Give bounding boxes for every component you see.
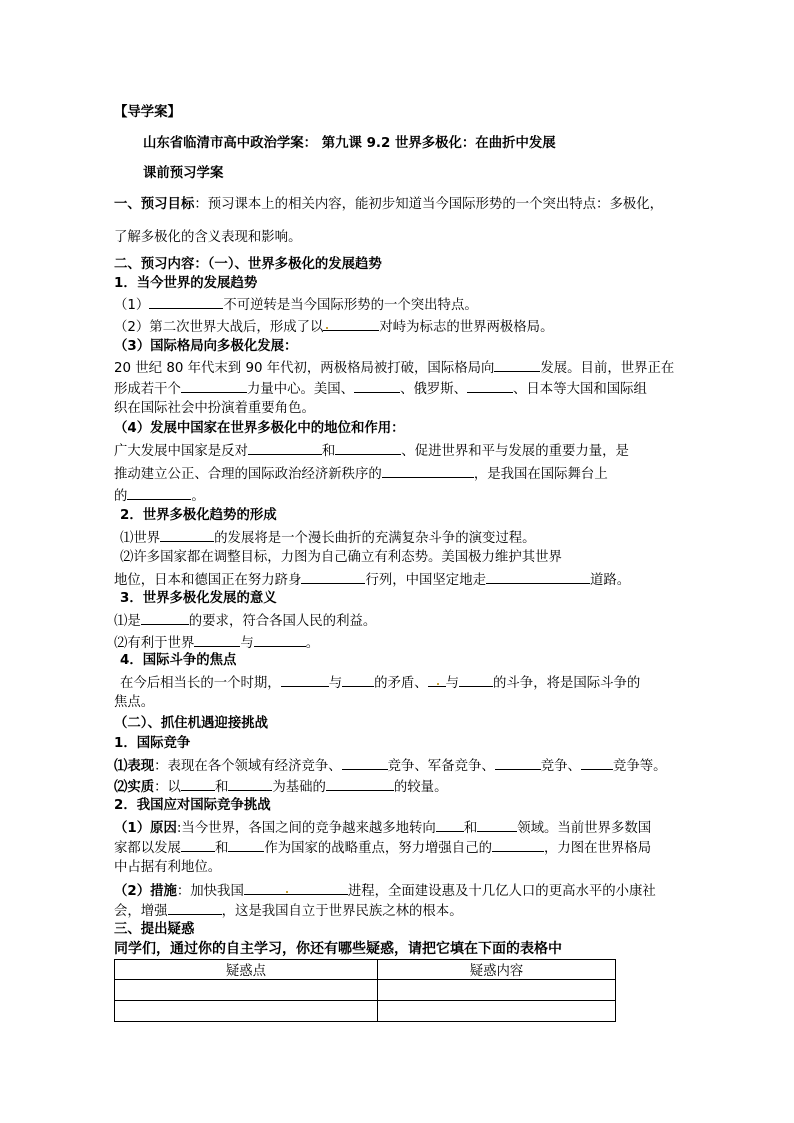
para-3-2: 形成若干个 力量中心。美国、 、俄罗斯、 、日本等大国和国际组	[114, 379, 647, 399]
blank[interactable]	[459, 673, 493, 687]
blank[interactable]	[354, 379, 400, 393]
blank[interactable]	[228, 838, 264, 852]
heading-4: 4．国际斗争的焦点	[120, 653, 237, 668]
goal-line-2: 了解多极化的含义表现和影响。	[114, 230, 302, 245]
para-3-3: 织在国际社会中扮演着重要角色。	[114, 401, 315, 416]
blank[interactable]	[168, 901, 222, 915]
blank[interactable]	[467, 379, 513, 393]
para-4-2: 推动建立公正、合理的国际政治经济新秩序的 ，是我国在国际舞台上	[114, 464, 608, 484]
blank[interactable]	[181, 777, 215, 791]
section-2-heading: 二、预习内容：（一）、世界多极化的发展趋势	[114, 257, 382, 272]
blank[interactable]	[436, 818, 464, 832]
blank[interactable]	[492, 838, 544, 852]
heading-2: 2．世界多极化趋势的形成	[120, 508, 277, 523]
doubt-table	[114, 959, 616, 1022]
blank[interactable]	[495, 756, 541, 770]
blank[interactable]	[323, 317, 379, 331]
table-cell[interactable]	[378, 980, 616, 1001]
page-title: 山东省临清市高中政治学案： 第九课 9.2 世界多极化：在曲折中发展	[143, 136, 556, 151]
heading-1-3: （3）国际格局向多极化发展：	[114, 339, 298, 354]
blank[interactable]	[181, 838, 215, 852]
blank[interactable]	[141, 611, 189, 625]
para-2-3: 地位，日本和德国正在努力跻身 行列，中国坚定地走 道路。	[114, 570, 630, 590]
blank[interactable]	[486, 570, 590, 584]
para-4-1: 广大发展中国家是反对 和 、促进世界和平与发展的重要力量，是	[114, 441, 629, 461]
col-header-doubt-content: 疑惑内容	[378, 960, 616, 980]
doubt-prompt: 同学们，通过你的自主学习，你还有哪些疑惑，请把它填在下面的表格中	[114, 941, 562, 957]
table-cell[interactable]	[115, 1001, 378, 1022]
para-2-2: ⑵许多国家都在调整目标，力图为自己确立有利态势。美国极力维护其世界	[120, 550, 562, 565]
goal-line-1: 一、预习目标：预习课本上的相关内容，能初步知道当今国际形势的一个突出特点：多极化，	[114, 197, 664, 212]
blank[interactable]	[581, 756, 613, 770]
blank[interactable]	[342, 673, 374, 687]
blank[interactable]	[228, 777, 272, 791]
para-3b-1: ⑴是 的要求，符合各国人民的利益。	[114, 611, 376, 631]
blank[interactable]	[494, 358, 540, 372]
heading-1-4: （4）发展中国家在世界多极化中的地位和作用：	[114, 421, 405, 436]
blank[interactable]	[382, 464, 474, 478]
reason-line-3: 中占据有利地位。	[114, 860, 222, 875]
section-2b-heading: （二）、抓住机遇迎接挑战	[114, 716, 268, 731]
para-4b-2: 焦点。	[114, 695, 155, 710]
table-row	[115, 1001, 616, 1022]
blank[interactable]	[244, 881, 348, 895]
blank[interactable]	[149, 295, 223, 309]
para-4-3: 的 。	[114, 486, 205, 506]
blank[interactable]	[127, 486, 191, 500]
para-3-1: 20 世纪 80 年代末到 90 年代初，两极格局被打破，国际格局向 发展。目前，世界正在	[114, 358, 674, 378]
col-header-doubt-point: 疑惑点	[115, 960, 378, 980]
table-row	[115, 980, 616, 1001]
blank[interactable]	[254, 633, 306, 647]
para-3b-2: ⑵有利于世界 与 。	[114, 633, 319, 653]
page-subtitle: 课前预习学案	[143, 166, 224, 181]
line-1-2: （2）第二次世界大战后，形成了以 对峙为标志的世界两极格局。	[114, 317, 553, 337]
para-2-1: ⑴世界 的发展将是一个漫长曲折的充满复杂斗争的演变过程。	[120, 528, 536, 548]
blank[interactable]	[248, 441, 322, 455]
guide-tag: 【导学案】	[114, 105, 181, 120]
table-cell[interactable]	[115, 980, 378, 1001]
measure-line-1: （2）措施：加快我国 进程，全面建设惠及十几亿人口的更高水平的小康社	[114, 881, 656, 901]
para-4b-1: 在今后相当长的一个时期， 与 的矛盾、 与 的斗争，将是国际斗争的	[120, 673, 640, 693]
blank[interactable]	[326, 777, 394, 791]
competition-line-1: ⑴表现：表现在各个领域有经济竞争、 竞争、军备竞争、 竞争、 竞争等。	[114, 756, 667, 776]
blank[interactable]	[335, 441, 401, 455]
reason-line-2: 家都以发展 和 作为国家的战略重点，努力增强自己的 ，力图在世界格局	[114, 838, 651, 858]
heading-3: 3．世界多极化发展的意义	[120, 591, 277, 606]
blank[interactable]	[194, 633, 240, 647]
heading-2b-2: 2．我国应对国际竞争挑战	[114, 798, 271, 813]
blank[interactable]	[281, 673, 329, 687]
blank[interactable]	[301, 570, 365, 584]
table-cell[interactable]	[378, 1001, 616, 1022]
blank[interactable]	[428, 673, 446, 687]
section-3-heading: 三、提出疑惑	[114, 922, 195, 937]
heading-2b-1: 1．国际竞争	[114, 736, 191, 751]
line-1-1: （1） 不可逆转是当今国际形势的一个突出特点。	[114, 295, 478, 315]
blank[interactable]	[160, 528, 214, 542]
blank[interactable]	[477, 818, 517, 832]
blank[interactable]	[342, 756, 388, 770]
heading-1: 1．当今世界的发展趋势	[114, 276, 258, 291]
measure-line-2: 会，增强 ，这是我国自立于世界民族之林的根本。	[114, 901, 463, 921]
competition-line-2: ⑵实质：以 和 为基础的 的较量。	[114, 777, 447, 797]
blank[interactable]	[181, 379, 247, 393]
reason-line-1: （1）原因:当今世界，各国之间的竞争越来越多地转向 和 领域。当前世界多数国	[114, 818, 651, 838]
